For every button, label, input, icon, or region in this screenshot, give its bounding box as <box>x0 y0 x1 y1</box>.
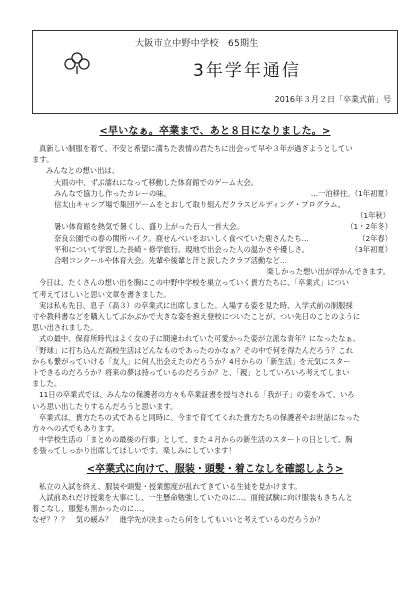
body-line: 11日の卒業式では、みんなの保護者の方々も卒業証書を授与される「我が子」の姿をみて、いろ <box>39 390 355 400</box>
body-line: トできるのだろうか？将来の夢は持っているのだろうか？と、「親」としていろいろ考えてしまい <box>32 368 350 378</box>
closing-line: 着こなし、服髪も黒かったのに…。 <box>32 504 149 514</box>
memory-item-text: 鹿せんべいをおいしく食べていた鹿さんたち… <box>155 233 309 243</box>
header-box <box>32 30 398 114</box>
memory-row <box>32 221 398 232</box>
subheadline: <卒業式に向けて、服装・頭髪・着こなしを確認しよう> <box>86 463 344 475</box>
memory-item: 暑い体育館を熱気で暑くし、盛り上がった百人一首大会。 <box>54 222 244 232</box>
body-line: 寸や教科書などを購入してぶかぶかで大きな姿を抱え登校についたことが、つい先日のことのように <box>32 312 361 322</box>
body-line: 式の最中、保育所時代はよく女の子に間違われていた可愛かった姿が立派な青年？になったなぁ。 <box>39 334 361 344</box>
memory-row <box>32 233 398 244</box>
memory-row <box>32 188 398 199</box>
body-line: 卒業式は、貴方たちの式であると同時に、今まで育ててくれた貴方たちの保護者やお世話になった <box>39 412 361 422</box>
page-title: 3年学年通信 <box>193 61 301 81</box>
memory-item-text: 奈良公園での春の関所ハイク。 <box>54 233 156 243</box>
memory-item <box>54 244 309 255</box>
closing-line: なぜ？？？ 気の緩み？ 進学先が決まったら何をしてもいいと考えているのだろうか？ <box>32 515 324 525</box>
school-name: 大阪市立中野中学校 65期生 <box>135 39 259 49</box>
memory-note: （1・2年冬） <box>346 222 392 232</box>
body-line: からも繋がっていける「友人」に何人出会えたのだろうか？4月からの「新生活」を元気にスター <box>32 356 351 366</box>
memory-item: 信太山キャンプ場で集団ゲームをとおして取り組んだクラスビルディング・プログラム。 <box>54 200 346 210</box>
body-line: 今日は、たくさんの想い出を胸にこの中野中学校を巣立っていく貴方たちに、「卒業式」につい <box>39 278 349 288</box>
body-line: ました。 <box>32 379 62 389</box>
memory-note: （3年初夏） <box>350 244 392 254</box>
memory-end: 楽しかった想い出が浮かんできます。 <box>266 267 390 277</box>
memory-item-text: 現地で出会った人の温かさや優しさ。 <box>185 244 309 254</box>
body-line: 中学校生活の「まとめの最後の行事」として、また４月からの新生活のスタートの日として、胸 <box>39 435 353 445</box>
closing-line: 入試前あれだけ授業を大事にし、一生懸命勉強していたのに…。面接試験に向け服装もきちんと <box>39 492 353 502</box>
memory-item: 大雨の中、ずぶ濡れになって移動した体育館でのゲーム大会。 <box>54 177 258 187</box>
intro-line: ます。 <box>32 155 54 165</box>
intro-line: 真新しい制服を着て、不安と希望に満ちた表情の君たちに出会って早や３年が過ぎようとしてい <box>39 144 353 153</box>
body-line: いろ思い出したりするんだろうと思います。 <box>32 401 178 411</box>
memory-item: 合唱コンクールや体育大会。先輩や後輩と汗と涙したクラブ活動など… <box>54 256 288 266</box>
memory-item: みんなで協力し作ったカレーの味。 <box>54 188 171 198</box>
issue-date: 2016年３月２日「卒業式前」号 <box>274 95 391 104</box>
body-line: 方々への式でもあります。 <box>32 424 119 434</box>
body-line: て考えてほしいと思い文章を書きました。 <box>32 289 171 299</box>
memory-item <box>54 233 309 244</box>
article-body <box>32 143 398 457</box>
memory-note: …一泊移住。（1年初夏） <box>310 188 392 198</box>
memories-title: みんなとの想い出は、 <box>46 166 119 176</box>
memory-note: （2年春） <box>358 233 392 243</box>
body-line: 思い出されました。 <box>32 323 98 333</box>
memory-note: （1年秋） <box>356 211 390 221</box>
clover-logo-icon <box>63 51 91 75</box>
headline: <早いなぁ。卒業まで、あと８日になりました。> <box>99 126 331 137</box>
memory-item-text: 平和について学習した長崎・修学旅行。 <box>54 244 186 254</box>
body-line: 実は私も先日、息子（高３）の卒業式に出席しました。入場する姿を見た時、入学式前の制服採 <box>39 300 353 310</box>
body-line: を張ってしっかり出席してほしいです。楽しみにしています！ <box>32 446 236 456</box>
memory-row <box>32 244 398 255</box>
body-line: 「野球」に打ち込んだ高校生活はどんなものであったのかなぁ？その中で何を得たんだろう？これ <box>32 345 353 355</box>
closing-body <box>32 481 398 526</box>
closing-line: 私立の入試を終え、服装や頭髪・授業態度が乱れてきている生徒を見かけます。 <box>39 481 302 491</box>
